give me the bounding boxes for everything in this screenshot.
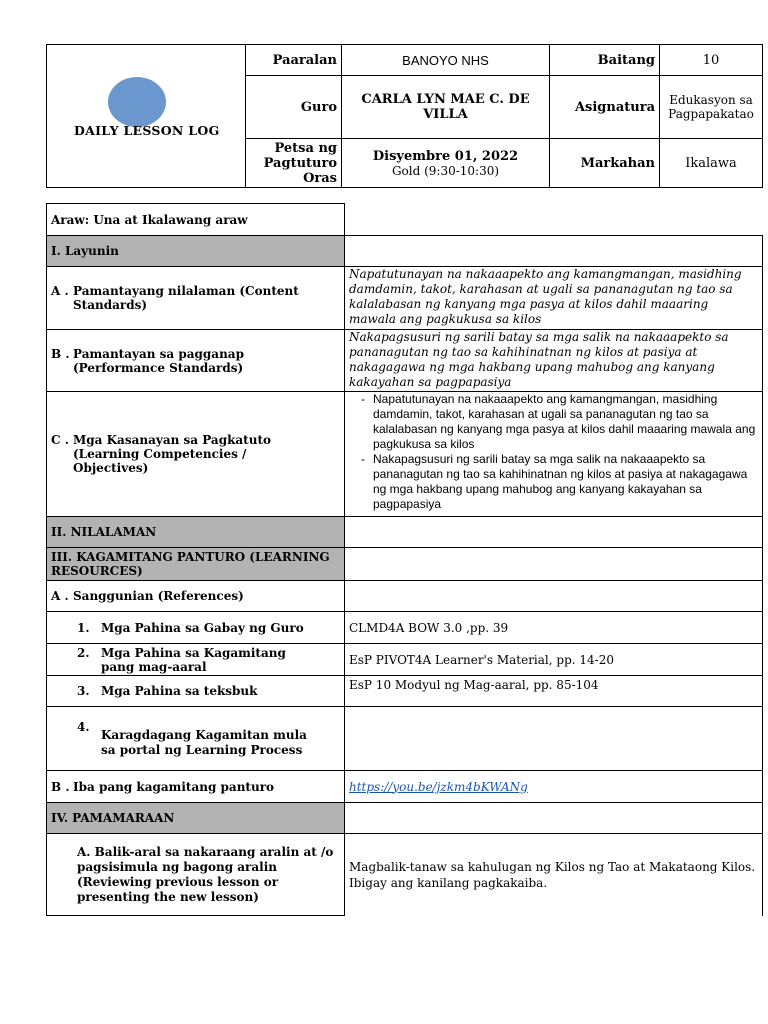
nilalaman-heading: II. NILALAMAN <box>47 517 345 548</box>
markahan-value: Ikalawa <box>660 139 763 188</box>
reference-item-2: 2. Mga Pahina sa Kagamitang pang mag-aaral <box>47 644 345 676</box>
baitang-value: 10 <box>660 45 763 76</box>
reference-item-1: 1. Mga Pahina sa Gabay ng Guro <box>47 612 345 644</box>
asignatura-label: Asignatura <box>550 76 660 139</box>
competency-item: - Nakapagsusuri ng sarili batay sa mga salik na nakaaapekto sa pananagutan ng tao sa kahihinatnan ng kilos at pasiya at nakagagawa ng mga hakbang upang mahubog ang kanyang kakayahan sa pagpapasiya <box>373 452 758 512</box>
markahan-label: Markahan <box>550 139 660 188</box>
other-materials-label: B . Iba pang kagamitang panturo <box>47 771 345 803</box>
row-letter: B . <box>51 346 70 361</box>
guro-value: CARLA LYN MAE C. DE VILLA <box>342 76 550 139</box>
document-title: DAILY LESSON LOG <box>74 123 220 138</box>
pamamaraan-heading: IV. PAMAMARAAN <box>47 803 345 834</box>
reference-value-1: CLMD4A BOW 3.0 ,pp. 39 <box>345 612 763 644</box>
learning-competencies-label: C . Mga Kasanayan sa Pagkatuto (Learning Competencies / Objectives) <box>47 392 345 517</box>
performance-standards-label: B . Pamantayan sa pagganap (Performance Standards) <box>47 330 345 392</box>
competency-item: - Napatutunayan na nakaaapekto ang kamangmangan, masidhing damdamin, takot, karahasan at ugali sa pananagutan ng tao sa kalalabasan ng kanyang mga pasya at kilos dahil maaaring mawala ang pagkukusa sa kilos <box>373 392 758 452</box>
balik-aral-label: A. Balik-aral sa nakaraang aralin at /o pagsisimula ng bagong aralin (Reviewing previous lesson or presenting the new lesson) <box>47 834 345 916</box>
reference-value-2: EsP PIVOT4A Learner's Material, pp. 14-20 <box>345 644 763 676</box>
row-letter: A . <box>51 589 69 603</box>
content-standards-value: Napatutunayan na nakaaapekto ang kamangmangan, masidhing damdamin, takot, karahasan at ugali sa pananagutan ng tao sa kalalabasan ng kanyang mga pasya at kilos dahil maaaring mawala ang pagkukusa sa kilos <box>345 267 763 330</box>
content-standards-label: A . Pamantayang nilalaman (Content Standards) <box>47 267 345 330</box>
reference-item-4: 4.Karagdagang Kagamitan mula sa portal ng Learning Process <box>47 707 345 771</box>
paaralan-label: Paaralan <box>246 45 342 76</box>
reference-value-4 <box>345 707 763 771</box>
references-label: A . Sanggunian (References) <box>47 581 345 612</box>
baitang-label: Baitang <box>550 45 660 76</box>
performance-standards-value: Nakapagsusuri ng sarili batay sa mga salik na nakaaapekto sa pananagutan ng tao sa kahihinatnan ng kilos at pasiya at nakagagawa ng mga hakbang upang mahubog ang kanyang kakayahan sa pagpapasiya <box>345 330 763 392</box>
other-materials-value <box>345 771 763 803</box>
kagamitan-heading: III. KAGAMITANG PANTURO (LEARNING RESOURCES) <box>47 548 345 581</box>
reference-item-3: 3. Mga Pahina sa teksbuk <box>47 676 345 707</box>
row-letter: C . <box>51 433 69 447</box>
learning-competencies-value <box>345 392 763 517</box>
petsa-value <box>342 139 550 188</box>
logo-cell <box>47 45 246 188</box>
header-table <box>46 44 763 188</box>
row-letter: B . <box>51 779 70 794</box>
lesson-table <box>46 203 763 916</box>
row-letter: A . <box>51 284 69 298</box>
petsa-time: Gold (9:30-10:30) <box>391 163 500 178</box>
petsa-date: Disyembre 01, 2022 <box>372 148 519 164</box>
asignatura-value: Edukasyon sa Pagpapakatao <box>660 76 763 139</box>
reference-value-3: EsP 10 Modyul ng Mag-aaral, pp. 85-104 <box>345 676 763 707</box>
paaralan-value: BANOYO NHS <box>342 45 550 76</box>
layunin-heading: I. Layunin <box>47 236 345 267</box>
araw-cell: Araw: Una at Ikalawang araw <box>47 204 345 236</box>
balik-aral-value: Magbalik-tanaw sa kahulugan ng Kilos ng Tao at Makataong Kilos. Ibigay ang kanilang pagkakaiba. <box>345 834 763 916</box>
petsa-label: Petsa ng Pagtuturo Oras <box>246 139 342 188</box>
video-link[interactable]: https://you.be/jzkm4bKWANg <box>349 779 528 794</box>
guro-label: Guro <box>246 76 342 139</box>
